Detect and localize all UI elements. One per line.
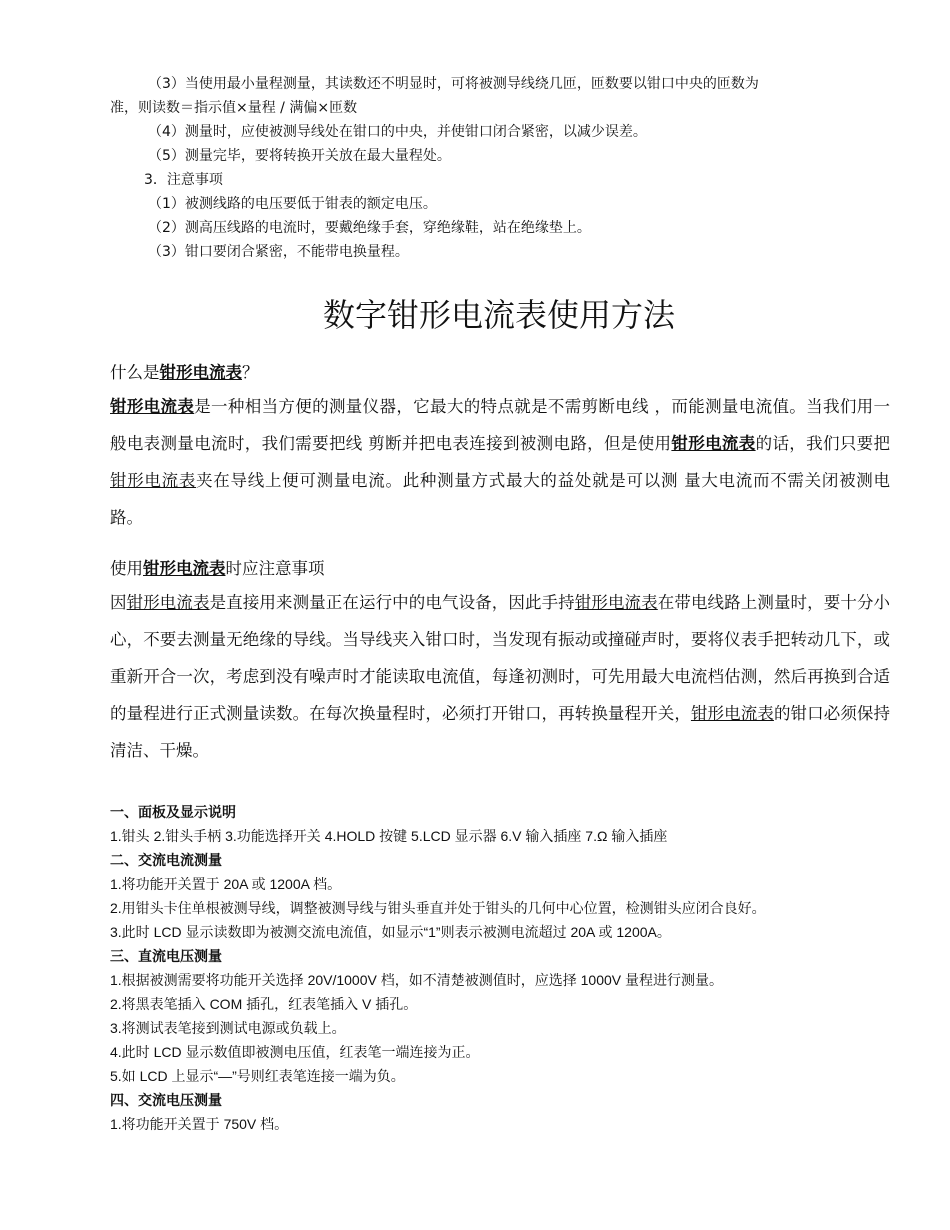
paragraph-text: 的钳口必须保持清洁、干燥。 <box>110 704 891 760</box>
notes-heading: 3．注意事项 <box>144 172 223 188</box>
paragraph-text: 因 <box>110 593 127 612</box>
ac-current-step-1: 1.将功能开关置于 20A 或 1200A 档。 <box>110 876 342 892</box>
caution-suffix: 时应注意事项 <box>225 559 325 578</box>
caution-paragraph <box>110 584 890 769</box>
section-heading-panel: 一、面板及显示说明 <box>110 804 236 820</box>
term-link[interactable]: 钳形电流表 <box>110 471 197 490</box>
step-3-line-1: （3）当使用最小量程测量，其读数还不明显时，可将被测导线绕几匝，匝数要以钳口中央的匝数为 <box>148 76 759 92</box>
term-link[interactable]: 钳形电流表 <box>143 559 226 578</box>
step-3-line-2: 准，则读数＝指示值×量程 / 满偏×匝数 <box>110 100 358 116</box>
term-link[interactable]: 钳形电流表 <box>690 704 774 723</box>
term-link[interactable]: 钳形电流表 <box>126 593 210 612</box>
spacer <box>110 536 890 554</box>
section-heading-dc-voltage: 三、直流电压测量 <box>110 948 222 964</box>
ac-voltage-step-1: 1.将功能开关置于 750V 档。 <box>110 1116 289 1132</box>
note-3: （3）钳口要闭合紧密，不能带电换量程。 <box>148 244 409 260</box>
question-suffix: ？ <box>242 363 259 382</box>
term-link[interactable]: 钳形电流表 <box>110 397 195 416</box>
dc-voltage-step-5: 5.如 LCD 上显示“—”号则红表笔连接一端为负。 <box>110 1068 405 1084</box>
what-is-question <box>110 358 890 388</box>
paragraph-text: 在带电线路上测量时，要十分小心，不要去测量无绝缘的导线。当导线夹入钳口时，当发现有振动或撞碰声时，要将仪表手把转动几下，或重新开合一次，考虑到没有噪声时才能读取电流值，每逢初测时，可先用最大电流档估测，然后再换到合适的量程进行正式测量读数。在每次换量程时，必须打开钳口，再转换量程开关， <box>110 593 891 723</box>
clamp-meter-steps-section <box>110 72 890 264</box>
paragraph-text: 是直接用来测量正在运行中的电气设备，因此手持 <box>209 593 575 612</box>
step-4: （4）测量时，应使被测导线处在钳口的中央，并使钳口闭合紧密，以减少误差。 <box>148 124 647 140</box>
dc-voltage-step-3: 3.将测试表笔接到测试电源或负载上。 <box>110 1020 346 1036</box>
term-link[interactable]: 钳形电流表 <box>574 593 658 612</box>
term-link[interactable]: 钳形电流表 <box>671 434 756 453</box>
caution-prefix: 使用 <box>110 559 143 578</box>
intro-section <box>110 358 890 769</box>
step-5: （5）测量完毕，要将转换开关放在最大量程处。 <box>148 148 451 164</box>
definition-paragraph <box>110 388 890 536</box>
page-title: 数字钳形电流表使用方法 <box>322 296 675 334</box>
section-heading-ac-current: 二、交流电流测量 <box>110 852 222 868</box>
note-1: （1）被测线路的电压要低于钳表的额定电压。 <box>148 196 437 212</box>
manual-section <box>110 800 910 1136</box>
dc-voltage-step-1: 1.根据被测需要将功能开关选择 20V/1000V 档，如不清楚被测值时，应选择 1000V 量程进行测量。 <box>110 972 723 988</box>
dc-voltage-step-2: 2.将黑表笔插入 COM 插孔，红表笔插入 V 插孔。 <box>110 996 418 1012</box>
caution-heading <box>110 554 890 584</box>
note-2: （2）测高压线路的电流时，要戴绝缘手套，穿绝缘鞋，站在绝缘垫上。 <box>148 220 591 236</box>
term-link[interactable]: 钳形电流表 <box>159 363 242 382</box>
question-prefix: 什么是 <box>110 363 160 382</box>
ac-current-step-2: 2.用钳头卡住单根被测导线，调整被测导线与钳头垂直并处于钳头的几何中心位置，检测钳头应闭合良好。 <box>110 900 766 916</box>
dc-voltage-step-4: 4.此时 LCD 显示数值即被测电压值，红表笔一端连接为正。 <box>110 1044 480 1060</box>
paragraph-text: 的话，我们只要把 <box>755 434 891 453</box>
paragraph-text: 夹在导线上便可测量电流。此种测量方式最大的益处就是可以测 量大电流而不需关闭被测电路。 <box>110 471 891 527</box>
ac-current-step-3: 3.此时 LCD 显示读数即为被测交流电流值，如显示“1”则表示被测电流超过 20A 或 1200A。 <box>110 924 671 940</box>
panel-parts-line: 1.钳头 2.钳头手柄 3.功能选择开关 4.HOLD 按键 5.LCD 显示器 6.V 输入插座 7.Ω 输入插座 <box>110 828 668 844</box>
section-heading-ac-voltage: 四、交流电压测量 <box>110 1092 222 1108</box>
paragraph-text: 是一种相当方便的测量仪器，它最大的特点就是不需剪断电线 ，而能测量电流值。当我们用一般电表测量电流时，我们需要把线 剪断并把电表连接到被测电路，但是使用 <box>110 397 891 453</box>
